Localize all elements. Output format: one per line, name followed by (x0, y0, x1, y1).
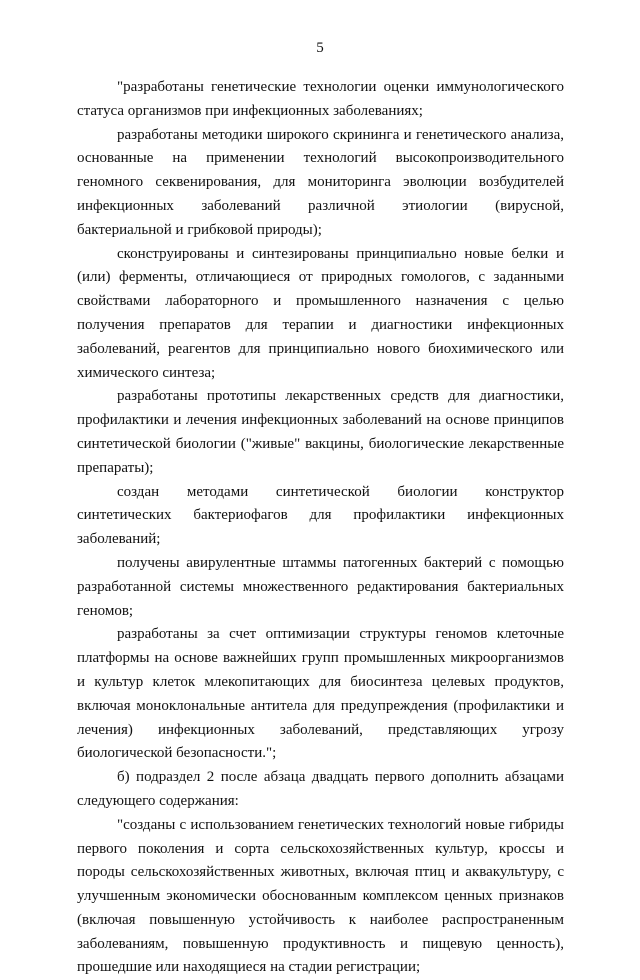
paragraph-screening-methods: разработаны методики широкого скрининга и генетического анализа, основанные на применении технологий высокопроизводительного геномного секвенирования, для мониторинга эволюции возбудителей инфекционных заболеваний различной этиологии (вирусной, бактериальной и грибковой природы); (77, 126, 564, 238)
paragraph-drug-prototypes: разработаны прототипы лекарственных средств для диагностики, профилактики и лечения инфекционных заболеваний на основе принципов синтетической биологии ("живые" вакцины, биологические лекарственные препараты); (77, 388, 564, 476)
page-number: 5 (316, 40, 324, 56)
paragraph-agricultural-hybrids: "созданы с использованием генетических технологий новые гибриды первого поколения и сорта сельскохозяйственных культур, кроссы и породы сельскохозяйственных животных, включая птиц и аквакультуру, с улучшенным экономически обоснованным комплексом ценных признаков (включая повышенную устойчивость к наиболее распространенным заболеваниям, повышенную продуктивность и пищевую ценность), прошедшие или находящиеся на стадии регистрации; (77, 816, 564, 976)
paragraph-avirulent-strains: получены авирулентные штаммы патогенных бактерий с помощью разработанной системы множественного редактирования бактериальных геномов; (77, 554, 564, 619)
paragraph-cell-platforms: разработаны за счет оптимизации структуры геномов клеточные платформы на основе важнейших групп промышленных микроорганизмов и культур клеток млекопитающих для биосинтеза целевых продуктов, включая моноклональные антитела для предупреждения (профилактики и лечения) инфекционных заболеваний, представляющих угрозу биологической безопасности."; (77, 626, 564, 762)
paragraph-synthetic-proteins: сконструированы и синтезированы принципиально новые белки и (или) ферменты, отличающиеся от природных гомологов, с заданными свойствами лабораторного и промышленного назначения с целью получения препаратов для терапии и диагностики инфекционных заболеваний, реагентов для принципиально нового биохимического или химического синтеза; (77, 245, 564, 381)
document-body (77, 76, 564, 980)
paragraph-bacteriophage-constructor: создан методами синтетической биологии конструктор синтетических бактериофагов для профилактики инфекционных заболеваний; (77, 483, 564, 548)
paragraph-amendment-instruction: б) подраздел 2 после абзаца двадцать первого дополнить абзацами следующего содержания: (77, 769, 564, 809)
paragraph-immunological-status: "разработаны генетические технологии оценки иммунологического статуса организмов при инфекционных заболеваниях; (77, 79, 564, 119)
